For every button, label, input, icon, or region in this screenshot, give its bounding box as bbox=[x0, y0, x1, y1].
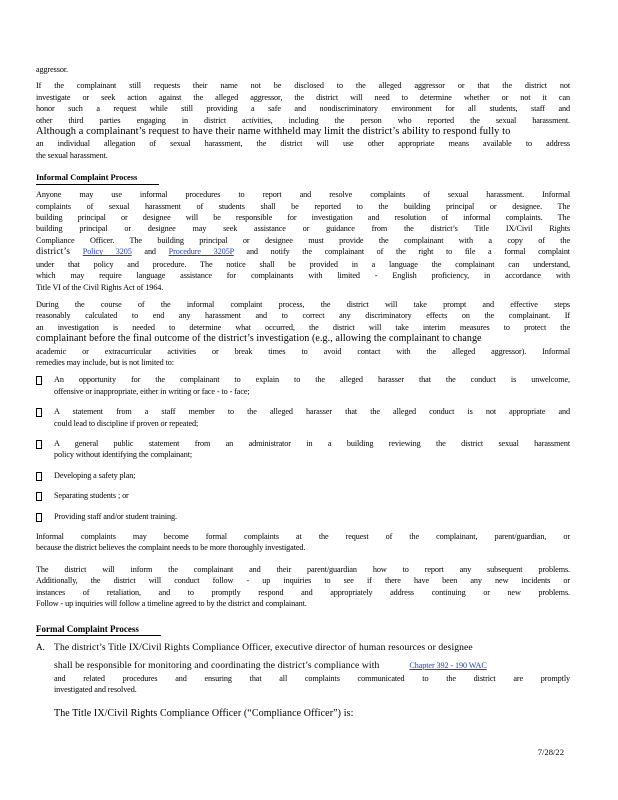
list-item bbox=[36, 438, 570, 461]
text-line: investigate or seek action against the alleged aggressor, the district will need to determine whether or not it can bbox=[36, 92, 570, 102]
compliance-officer-line: The Title IX/Civil Rights Compliance Officer (“Compliance Officer”) is: bbox=[54, 707, 354, 719]
section-heading-informal: Informal Complaint Process bbox=[36, 172, 159, 185]
checkbox-bullet-icon bbox=[36, 513, 42, 522]
checkbox-bullet-icon bbox=[36, 472, 42, 481]
text-line-large: complainant before the final outcome of the district’s investigation (e.g., allowing the complainant to change bbox=[36, 333, 482, 345]
text-line: A general public statement from an administrator in a building reviewing the district sexual harassment bbox=[54, 438, 570, 448]
text-line: During the course of the informal complaint process, the district will take prompt and effective steps bbox=[36, 299, 570, 309]
checkbox-bullet-icon bbox=[36, 376, 42, 385]
procedure-3205p-link[interactable]: Procedure 3205P bbox=[168, 247, 234, 257]
text-run: and notify the complainant of the right to file a formal complaint bbox=[246, 247, 570, 257]
text-line: A statement from a staff member to the alleged harasser that the alleged conduct is not appropriate and bbox=[54, 407, 570, 417]
text-line: Separating students ; or bbox=[54, 491, 129, 501]
text-line: honor such a request while still providing a safe and nondiscriminatory environment for all students, staff and bbox=[36, 104, 570, 114]
text-line: complaints of sexual harassment of students shall be reported to the building principal or designee. The bbox=[36, 201, 570, 211]
section-heading-formal: Formal Complaint Process bbox=[36, 623, 161, 636]
document-body bbox=[36, 64, 570, 720]
text-line: An opportunity for the complainant to explain to the alleged harasser that the conduct is unwelcome, bbox=[54, 375, 570, 385]
text-line: Additionally, the district will conduct follow - up inquiries to see if there have been any new incidents or bbox=[36, 576, 570, 586]
paragraph-informal-procedures bbox=[36, 189, 570, 293]
paragraph-follow-up bbox=[36, 564, 570, 610]
checkbox-bullet-icon bbox=[36, 408, 42, 417]
text-line-with-links bbox=[36, 246, 570, 258]
text-line: reasonably calculated to end any harassment and to correct any discriminatory effects on the complainant. If bbox=[36, 311, 570, 321]
text-line: which may require language assistance for complainants with limited - English proficiency, in accordance with bbox=[36, 271, 570, 281]
list-item bbox=[36, 490, 570, 501]
list-item bbox=[36, 470, 570, 481]
text-line: Providing staff and/or student training. bbox=[54, 511, 177, 521]
paragraph-interim-measures bbox=[36, 299, 570, 368]
text-run: shall be responsible for monitoring and coordinating the district’s compliance with bbox=[54, 659, 380, 671]
text-line: could lead to discipline if proven or repeated; bbox=[54, 418, 199, 428]
text-line: investigated and resolved. bbox=[54, 685, 137, 695]
footer-date: 7/28/22 bbox=[537, 747, 564, 757]
text-line: aggressor. bbox=[36, 65, 68, 74]
text-line-with-link bbox=[54, 655, 570, 673]
chapter-392-190-wac-link[interactable]: Chapter 392 - 190 WAC bbox=[409, 660, 487, 670]
item-marker: A. bbox=[36, 642, 45, 653]
paragraph-escalation bbox=[36, 531, 570, 554]
checkbox-bullet-icon bbox=[36, 492, 42, 501]
text-line: remedies may include, but is not limited to: bbox=[36, 357, 174, 367]
text-line: Anyone may use informal procedures to report and resolve complaints of sexual harassment. Informal bbox=[36, 190, 570, 200]
text-line: academic or extracurricular activities or break times to avoid contact with the alleged aggressor). Informal bbox=[36, 346, 570, 356]
text-line: an investigation is needed to determine what occurred, the district will take interim measures to protect the bbox=[36, 322, 570, 332]
text-run: district’s bbox=[36, 246, 71, 258]
text-line: under that policy and procedure. The notice shall be provided in a language the complainant can understand, bbox=[36, 259, 570, 269]
list-item-a bbox=[36, 642, 570, 695]
text-line: Title VI of the Civil Rights Act of 1964. bbox=[36, 282, 164, 292]
text-line: Informal complaints may become formal complaints at the request of the complainant, parent/guardian, or bbox=[36, 532, 570, 541]
text-line: Follow - up inquiries will follow a timeline agreed to by the district and complainant. bbox=[36, 599, 307, 609]
paragraph-confidentiality bbox=[36, 80, 570, 161]
text-line: offensive or inappropriate, either in writing or face - to - face; bbox=[54, 386, 250, 396]
text-line: and related procedures and ensuring that all complaints communicated to the district are promptly bbox=[54, 673, 570, 683]
checkbox-bullet-icon bbox=[36, 440, 42, 449]
policy-3205-link[interactable]: Policy 3205 bbox=[82, 247, 132, 257]
text-line: The district will inform the complainant and their parent/guardian how to report any subsequent problems. bbox=[36, 564, 570, 574]
list-item bbox=[36, 406, 570, 429]
text-run: and bbox=[144, 247, 156, 257]
text-line-large: Although a complainant’s request to have their name withheld may limit the district’s ability to respond fully to bbox=[36, 126, 511, 138]
text-line: If the complainant still requests their name not be disclosed to the alleged aggressor or that the district not bbox=[36, 81, 570, 91]
text-line: policy without identifying the complainant; bbox=[54, 450, 193, 460]
text-line-large: The district’s Title IX/Civil Rights Compliance Officer, executive director of human resources or designee bbox=[54, 642, 473, 654]
list-item bbox=[36, 374, 570, 397]
text-line: an individual allegation of sexual harassment, the district will use other appropriate means available to address bbox=[36, 139, 570, 149]
text-line: Developing a safety plan; bbox=[54, 470, 136, 480]
text-line: building principal or designee may seek assistance or guidance from the district’s Title IX/Civil Rights bbox=[36, 224, 570, 234]
text-line: Compliance Officer. The building principal or designee must provide the complainant with a copy of the bbox=[36, 235, 570, 245]
informal-remedies-list bbox=[36, 374, 570, 522]
text-line: because the district believes the complaint needs to be more thoroughly investigated. bbox=[36, 543, 306, 553]
text-line: other third parties engaging in district activities, including the person who reported the sexual harassment. bbox=[36, 115, 570, 125]
text-line: building principal or designee will be responsible for investigation and resolution of informal complaints. The bbox=[36, 213, 570, 223]
text-line: the sexual harassment. bbox=[36, 150, 108, 160]
list-item bbox=[36, 511, 570, 522]
text-line: instances of retaliation, and to promptly respond and appropriately address continuing or new problems. bbox=[36, 587, 570, 597]
